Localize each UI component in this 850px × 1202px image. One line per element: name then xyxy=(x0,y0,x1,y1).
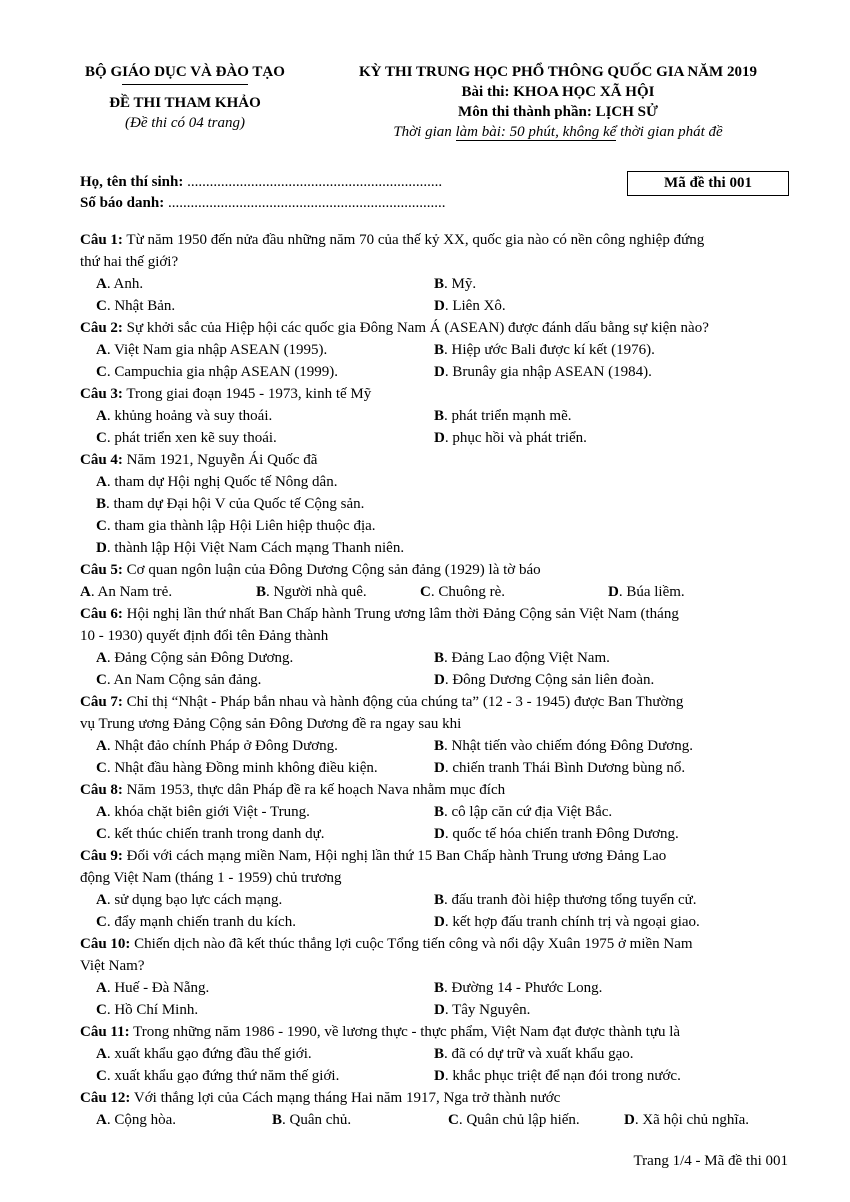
answer-option[interactable] xyxy=(608,584,685,600)
option-cell xyxy=(80,647,434,669)
option-cell xyxy=(434,361,792,383)
option-text: . Người nhà quê. xyxy=(266,584,367,600)
question-stem xyxy=(80,449,792,471)
answer-option[interactable] xyxy=(96,298,175,314)
question-label: Câu 8: xyxy=(80,782,123,798)
option-row xyxy=(80,537,792,559)
option-letter: B xyxy=(434,1046,445,1062)
option-cell xyxy=(434,977,792,999)
option-text: . Hồ Chí Minh. xyxy=(106,1002,199,1018)
exam-type: ĐỀ THI THAM KHẢO xyxy=(109,95,261,111)
option-text: . Nhật đảo chính Pháp ở Đông Dương. xyxy=(106,738,338,754)
option-letter: C xyxy=(448,1112,459,1128)
question-stem xyxy=(80,603,792,625)
option-letter: A xyxy=(96,474,107,490)
option-text: . Nhật Bản. xyxy=(106,298,176,314)
question-text: Từ năm 1950 đến nửa đầu những năm 70 của thế kỷ XX, quốc gia nào có nền công nghiệp đứng xyxy=(122,232,705,248)
option-cell xyxy=(434,295,792,317)
option-cell xyxy=(80,339,434,361)
option-text: . cô lập căn cứ địa Việt Bắc. xyxy=(444,804,613,820)
option-cell xyxy=(434,669,792,691)
option-letter: D xyxy=(434,760,445,776)
option-row xyxy=(80,1109,792,1131)
option-row xyxy=(80,911,792,933)
answer-option[interactable] xyxy=(434,760,685,776)
candidate-info xyxy=(80,172,445,214)
question-text: Trong giai đoạn 1945 - 1973, kinh tế Mỹ xyxy=(122,386,372,402)
option-text: . khắc phục triệt để nạn đói trong nước. xyxy=(444,1068,681,1084)
option-text: . Nhật đầu hàng Đồng minh không điều kiện. xyxy=(106,760,378,776)
option-cell xyxy=(80,823,434,845)
option-cell xyxy=(80,757,434,779)
question-text: Cơ quan ngôn luận của Đông Dương Cộng sản đảng (1929) là tờ báo xyxy=(122,562,541,578)
answer-option[interactable] xyxy=(96,518,376,534)
option-letter: A xyxy=(96,276,107,292)
option-text: . Huế - Đà Nẵng. xyxy=(106,980,210,996)
option-text: . Cộng hòa. xyxy=(106,1112,177,1128)
option-text: . Chuông rè. xyxy=(430,584,506,600)
answer-option[interactable] xyxy=(434,1002,530,1018)
option-text: . khủng hoảng và suy thoái. xyxy=(106,408,273,424)
option-letter: C xyxy=(96,518,107,534)
option-row xyxy=(80,647,792,669)
option-cell xyxy=(80,999,434,1021)
option-cell xyxy=(434,339,792,361)
option-text: . Quân chủ lập hiến. xyxy=(458,1112,580,1128)
question xyxy=(80,779,792,845)
option-row xyxy=(80,823,792,845)
question xyxy=(80,603,792,691)
option-letter: C xyxy=(96,364,107,380)
option-text: . xuất khẩu gạo đứng đầu thế giới. xyxy=(106,1046,312,1062)
answer-option[interactable] xyxy=(448,1112,580,1128)
option-letter: A xyxy=(96,980,107,996)
option-cell xyxy=(80,405,434,427)
option-text: . Anh. xyxy=(106,276,144,292)
option-letter: C xyxy=(96,914,107,930)
time-info: Thời gian làm bài: 50 phút, không kể thời gian phát đề xyxy=(393,124,723,140)
option-letter: A xyxy=(96,892,107,908)
question xyxy=(80,317,792,383)
answer-option[interactable] xyxy=(434,298,506,314)
page-note: (Đề thi có 04 trang) xyxy=(125,115,245,131)
answer-option[interactable] xyxy=(96,980,209,996)
question-text: Năm 1953, thực dân Pháp đề ra kế hoạch Nava nhằm mục đích xyxy=(122,782,506,798)
option-letter: B xyxy=(434,892,445,908)
option-cell xyxy=(80,801,434,823)
question-label: Câu 11: xyxy=(80,1024,130,1040)
question xyxy=(80,1087,792,1131)
option-cell xyxy=(434,911,792,933)
option-letter: C xyxy=(420,584,431,600)
question xyxy=(80,1021,792,1087)
option-text: . xuất khẩu gạo đứng thứ năm thế giới. xyxy=(106,1068,340,1084)
option-text: . kết thúc chiến tranh trong danh dự. xyxy=(106,826,325,842)
option-text: . quốc tế hóa chiến tranh Đông Dương. xyxy=(444,826,679,842)
option-row xyxy=(80,801,792,823)
question-text: Hội nghị lần thứ nhất Ban Chấp hành Trung ương lâm thời Đảng Cộng sản Việt Nam (tháng xyxy=(122,606,679,622)
option-cell xyxy=(434,823,792,845)
question xyxy=(80,559,792,603)
answer-option[interactable] xyxy=(434,826,679,842)
option-letter: D xyxy=(434,672,445,688)
question-stem xyxy=(80,229,792,251)
option-letter: D xyxy=(434,1002,445,1018)
option-row xyxy=(80,735,792,757)
answer-option[interactable] xyxy=(96,1068,339,1084)
answer-option[interactable] xyxy=(434,430,587,446)
option-row xyxy=(80,339,792,361)
option-cell xyxy=(80,1065,434,1087)
answer-option[interactable] xyxy=(434,980,602,996)
option-letter: B xyxy=(434,650,445,666)
answer-option[interactable] xyxy=(434,738,693,754)
option-letter: A xyxy=(96,1046,107,1062)
answer-option[interactable] xyxy=(96,650,293,666)
answer-option[interactable] xyxy=(624,1112,749,1128)
answer-option[interactable] xyxy=(434,892,697,908)
question-list xyxy=(80,229,792,1131)
answer-option[interactable] xyxy=(96,804,310,820)
answer-option[interactable] xyxy=(434,672,654,688)
option-row xyxy=(80,493,792,515)
option-text: . Búa liềm. xyxy=(618,584,685,600)
option-cell xyxy=(80,581,256,603)
option-text: . Quân chủ. xyxy=(282,1112,352,1128)
question xyxy=(80,933,792,1021)
question-text-continued: vụ Trung ương Đảng Cộng sản Đông Dương đề ra ngay sau khi xyxy=(80,716,462,732)
option-row xyxy=(80,405,792,427)
question-label: Câu 7: xyxy=(80,694,123,710)
option-letter: B xyxy=(272,1112,283,1128)
answer-option[interactable] xyxy=(434,914,700,930)
answer-option[interactable] xyxy=(96,474,337,490)
option-letter: C xyxy=(96,826,107,842)
option-letter: D xyxy=(434,914,445,930)
exam-code-box: Mã đề thi 001 xyxy=(627,171,789,196)
option-row xyxy=(80,427,792,449)
option-row xyxy=(80,361,792,383)
option-letter: B xyxy=(434,738,445,754)
option-letter: A xyxy=(80,584,91,600)
answer-option[interactable] xyxy=(434,364,652,380)
question-text: Chiến dịch nào đã kết thúc thắng lợi cuộc Tổng tiến công và nổi dậy Xuân 1975 ở miền Nam xyxy=(130,936,693,952)
answer-option[interactable] xyxy=(96,496,364,512)
option-row xyxy=(80,757,792,779)
option-cell xyxy=(434,273,792,295)
option-row xyxy=(80,471,792,493)
answer-option[interactable] xyxy=(96,430,277,446)
option-row xyxy=(80,999,792,1021)
option-row xyxy=(80,1043,792,1065)
option-letter: A xyxy=(96,738,107,754)
option-letter: D xyxy=(434,430,445,446)
answer-option[interactable] xyxy=(80,584,172,600)
answer-option[interactable] xyxy=(96,342,327,358)
option-row xyxy=(80,889,792,911)
option-cell xyxy=(80,361,434,383)
option-letter: D xyxy=(434,1068,445,1084)
option-letter: A xyxy=(96,804,107,820)
option-text: . tham dự Hội nghị Quốc tế Nông dân. xyxy=(106,474,338,490)
option-text: . chiến tranh Thái Bình Dương bùng nổ. xyxy=(444,760,686,776)
question-stem xyxy=(80,845,792,867)
question-text: Chỉ thị “Nhật - Pháp bắn nhau và hành động của chúng ta” (12 - 3 - 1945) được Ban Thường xyxy=(122,694,684,710)
question-label: Câu 5: xyxy=(80,562,123,578)
option-text: . Đường 14 - Phước Long. xyxy=(444,980,603,996)
option-letter: D xyxy=(624,1112,635,1128)
option-cell xyxy=(434,889,792,911)
question-stem xyxy=(80,1021,792,1043)
answer-option[interactable] xyxy=(96,738,338,754)
option-row xyxy=(80,515,792,537)
option-cell xyxy=(434,1065,792,1087)
option-text: . Đông Dương Cộng sản liên đoàn. xyxy=(444,672,655,688)
option-text: . Brunây gia nhập ASEAN (1984). xyxy=(444,364,652,380)
option-text: . Campuchia gia nhập ASEAN (1999). xyxy=(106,364,339,380)
question xyxy=(80,229,792,317)
option-text: . Mỹ. xyxy=(444,276,477,292)
option-text: . đẩy mạnh chiến tranh du kích. xyxy=(106,914,296,930)
option-cell xyxy=(448,1109,624,1131)
option-text: . phục hồi và phát triển. xyxy=(444,430,587,446)
answer-option[interactable] xyxy=(96,276,143,292)
question xyxy=(80,449,792,559)
question-text: Với thắng lợi của Cách mạng tháng Hai năm 1917, Nga trở thành nước xyxy=(130,1090,561,1106)
option-letter: D xyxy=(434,364,445,380)
option-cell xyxy=(420,581,608,603)
option-cell xyxy=(96,1109,272,1131)
answer-option[interactable] xyxy=(96,1002,198,1018)
question-label: Câu 2: xyxy=(80,320,123,336)
candidate-name-line: Họ, tên thí sinh: .................................................................... xyxy=(80,174,443,190)
option-text: . Nhật tiến vào chiếm đóng Đông Dương. xyxy=(444,738,693,754)
option-row xyxy=(80,977,792,999)
option-cell xyxy=(80,889,434,911)
option-letter: D xyxy=(608,584,619,600)
ministry-underline xyxy=(122,84,248,85)
option-cell xyxy=(80,669,434,691)
option-letter: C xyxy=(96,1002,107,1018)
option-cell xyxy=(434,1043,792,1065)
answer-option[interactable] xyxy=(434,408,571,424)
option-letter: C xyxy=(96,1068,107,1084)
option-text: . Tây Nguyên. xyxy=(444,1002,531,1018)
answer-option[interactable] xyxy=(96,914,296,930)
option-letter: D xyxy=(434,298,445,314)
answer-option[interactable] xyxy=(96,760,378,776)
question-stem xyxy=(80,691,792,713)
option-letter: A xyxy=(96,650,107,666)
option-cell xyxy=(434,405,792,427)
option-cell xyxy=(434,427,792,449)
option-letter: A xyxy=(96,342,107,358)
question-stem xyxy=(80,1087,792,1109)
question-text: Sự khởi sắc của Hiệp hội các quốc gia Đông Nam Á (ASEAN) được đánh dấu bằng sự kiện nào? xyxy=(122,320,709,336)
option-text: . tham gia thành lập Hội Liên hiệp thuộc địa. xyxy=(106,518,376,534)
option-text: . phát triển xen kẽ suy thoái. xyxy=(106,430,277,446)
option-text: . An Nam Cộng sản đảng. xyxy=(106,672,262,688)
option-text: . tham dự Đại hội V của Quốc tế Cộng sản. xyxy=(106,496,365,512)
option-text: . Đảng Lao động Việt Nam. xyxy=(444,650,610,666)
answer-option[interactable] xyxy=(434,804,612,820)
option-text: . Đảng Cộng sản Đông Dương. xyxy=(106,650,294,666)
subject-name: Môn thi thành phần: LỊCH SỬ xyxy=(458,104,658,120)
option-cell xyxy=(272,1109,448,1131)
candidate-id-line: Số báo danh: .......................................................................... xyxy=(80,195,446,211)
answer-option[interactable] xyxy=(96,1046,312,1062)
question-stem xyxy=(80,383,792,405)
option-cell xyxy=(434,757,792,779)
question-text-continued: động Việt Nam (tháng 1 - 1959) chủ trương xyxy=(80,870,342,886)
option-text: . Việt Nam gia nhập ASEAN (1995). xyxy=(106,342,328,358)
question-text: Năm 1921, Nguyễn Ái Quốc đã xyxy=(122,452,318,468)
question-text-continued: thứ hai thế giới? xyxy=(80,254,179,270)
answer-option[interactable] xyxy=(96,672,261,688)
question-label: Câu 10: xyxy=(80,936,131,952)
option-cell xyxy=(434,801,792,823)
option-text: . kết hợp đấu tranh chính trị và ngoại giao. xyxy=(444,914,700,930)
option-cell xyxy=(434,735,792,757)
option-row xyxy=(80,669,792,691)
test-name: Bài thi: KHOA HỌC XÃ HỘI xyxy=(461,84,655,100)
answer-option[interactable] xyxy=(420,584,505,600)
option-letter: C xyxy=(96,760,107,776)
answer-option[interactable] xyxy=(434,1068,681,1084)
option-letter: B xyxy=(434,342,445,358)
answer-option[interactable] xyxy=(96,1112,176,1128)
option-cell xyxy=(80,273,434,295)
option-cell xyxy=(80,977,434,999)
option-cell xyxy=(256,581,420,603)
option-text: . An Nam trẻ. xyxy=(90,584,173,600)
option-row xyxy=(80,581,792,603)
option-letter: A xyxy=(96,408,107,424)
option-letter: B xyxy=(434,980,445,996)
option-text: . phát triển mạnh mẽ. xyxy=(444,408,572,424)
page-footer: Trang 1/4 - Mã đề thi 001 xyxy=(633,1153,788,1169)
option-text: . đấu tranh đòi hiệp thương tổng tuyển cử. xyxy=(444,892,697,908)
option-letter: C xyxy=(96,430,107,446)
question-label: Câu 9: xyxy=(80,848,123,864)
option-letter: A xyxy=(96,1112,107,1128)
header-right xyxy=(318,62,798,142)
question xyxy=(80,691,792,779)
option-row xyxy=(80,1065,792,1087)
question-text-continued: Việt Nam? xyxy=(80,958,145,974)
option-text: . thành lập Hội Việt Nam Cách mạng Thanh niên. xyxy=(106,540,405,556)
option-cell xyxy=(624,1109,792,1131)
option-cell xyxy=(80,911,434,933)
option-letter: D xyxy=(96,540,107,556)
option-cell xyxy=(80,295,434,317)
option-letter: B xyxy=(96,496,107,512)
answer-option[interactable] xyxy=(434,1046,634,1062)
option-cell xyxy=(434,999,792,1021)
answer-option[interactable] xyxy=(96,408,272,424)
option-letter: B xyxy=(434,804,445,820)
question-label: Câu 6: xyxy=(80,606,123,622)
option-letter: C xyxy=(96,672,107,688)
option-letter: B xyxy=(434,276,445,292)
question-stem xyxy=(80,779,792,801)
option-letter: B xyxy=(434,408,445,424)
answer-option[interactable] xyxy=(272,1112,351,1128)
question-stem xyxy=(80,933,792,955)
question-text: Đối với cách mạng miền Nam, Hội nghị lần thứ 15 Ban Chấp hành Trung ương Đảng Lao xyxy=(122,848,667,864)
question-label: Câu 3: xyxy=(80,386,123,402)
header-left xyxy=(70,62,300,133)
question-stem xyxy=(80,317,792,339)
answer-option[interactable] xyxy=(434,276,476,292)
answer-option[interactable] xyxy=(96,540,404,556)
option-letter: C xyxy=(96,298,107,314)
answer-option[interactable] xyxy=(96,892,282,908)
question xyxy=(80,845,792,933)
option-cell xyxy=(80,1043,434,1065)
answer-option[interactable] xyxy=(434,342,655,358)
option-cell xyxy=(80,735,434,757)
answer-option[interactable] xyxy=(96,826,325,842)
option-text: . Hiệp ước Bali được kí kết (1976). xyxy=(444,342,655,358)
answer-option[interactable] xyxy=(96,364,338,380)
option-cell xyxy=(608,581,792,603)
option-text: . sử dụng bạo lực cách mạng. xyxy=(106,892,283,908)
option-letter: D xyxy=(434,826,445,842)
answer-option[interactable] xyxy=(434,650,610,666)
ministry-name: BỘ GIÁO DỤC VÀ ĐÀO TẠO xyxy=(85,64,285,80)
answer-option[interactable] xyxy=(256,584,367,600)
question-label: Câu 1: xyxy=(80,232,123,248)
option-letter: B xyxy=(256,584,267,600)
option-row xyxy=(80,273,792,295)
question-label: Câu 4: xyxy=(80,452,123,468)
option-cell xyxy=(80,427,434,449)
question-label: Câu 12: xyxy=(80,1090,131,1106)
exam-title: KỲ THI TRUNG HỌC PHỔ THÔNG QUỐC GIA NĂM 2019 xyxy=(359,64,757,80)
option-text: . khóa chặt biên giới Việt - Trung. xyxy=(106,804,310,820)
option-cell xyxy=(434,647,792,669)
option-row xyxy=(80,295,792,317)
option-text: . đã có dự trữ và xuất khẩu gạo. xyxy=(444,1046,634,1062)
question-stem xyxy=(80,559,792,581)
question-text: Trong những năm 1986 - 1990, về lương thực - thực phẩm, Việt Nam đạt được thành tựu là xyxy=(129,1024,681,1040)
question xyxy=(80,383,792,449)
option-text: . Liên Xô. xyxy=(444,298,506,314)
question-text-continued: 10 - 1930) quyết định đổi tên Đảng thành xyxy=(80,628,329,644)
option-text: . Xã hội chủ nghĩa. xyxy=(634,1112,749,1128)
